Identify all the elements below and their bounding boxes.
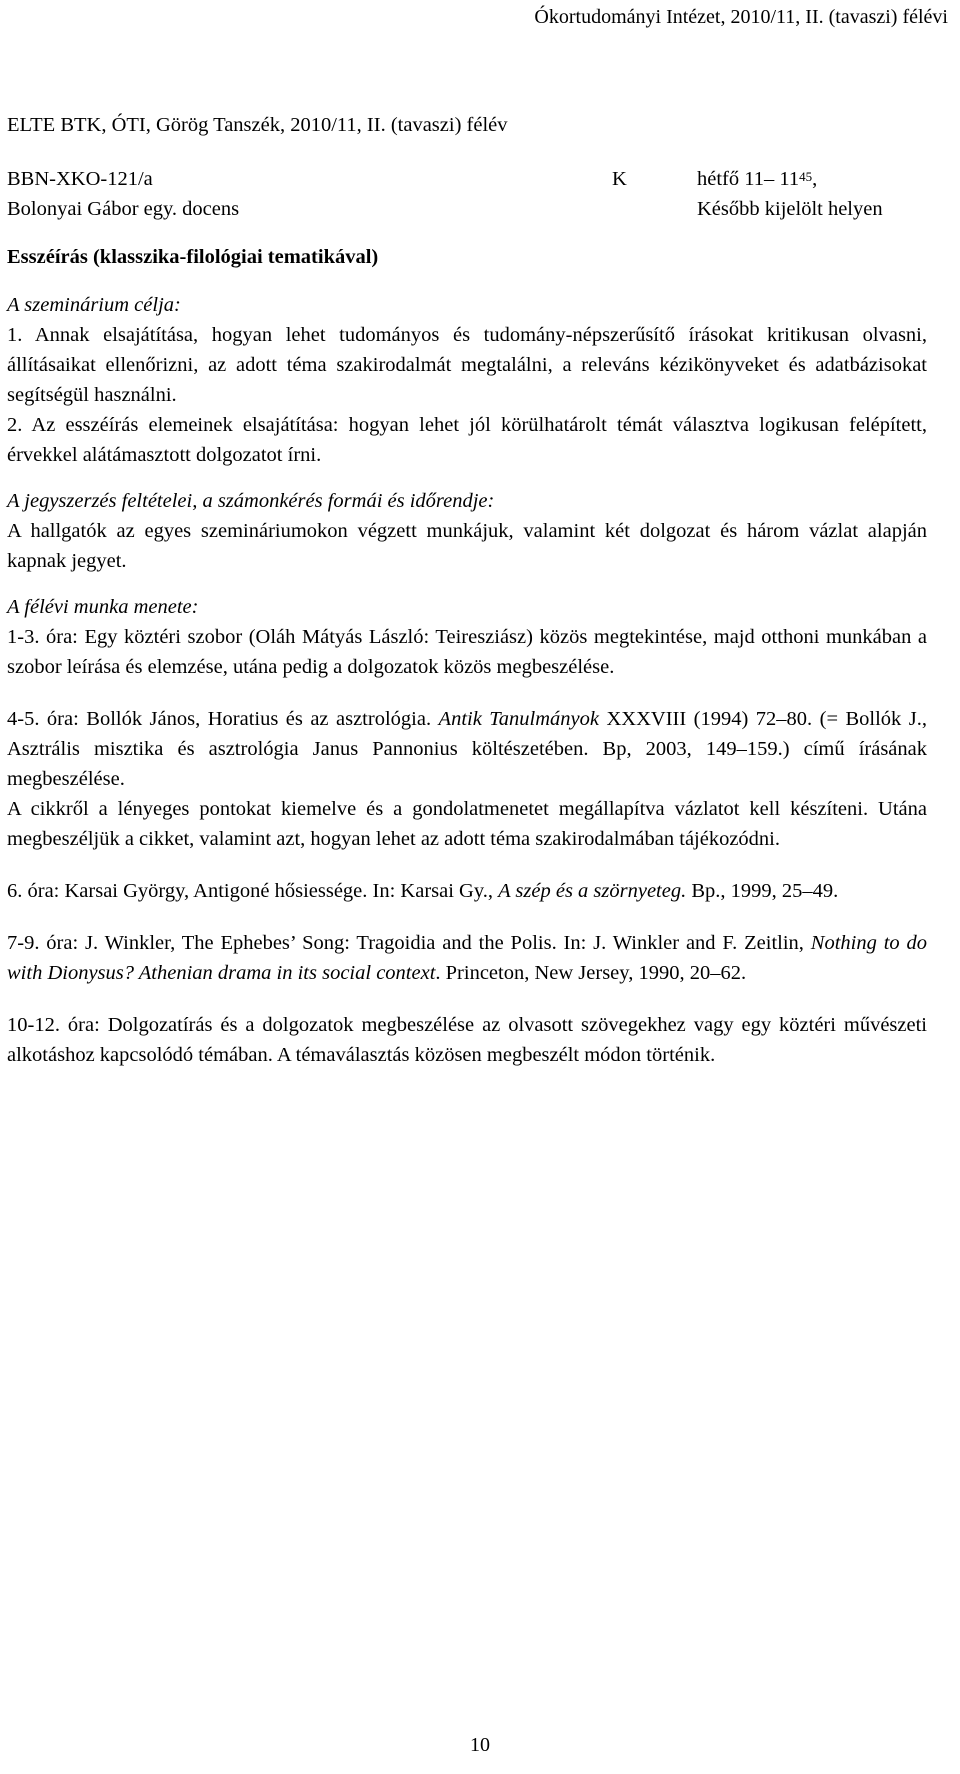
document-body	[7, 110, 927, 1070]
schedule-item-3-text-a: 6. óra: Karsai György, Antigoné hősiessége. In: Karsai Gy.,	[7, 880, 499, 902]
course-time	[697, 164, 927, 194]
schedule-item-5: 10-12. óra: Dolgozatírás és a dolgozatok megbeszélése az olvasott szövegekhez vagy egy köztéri művészeti alkotáshoz kapcsolódó témában. A témaválasztás közösen megbeszélt módon történik.	[7, 1014, 927, 1066]
course-type: K	[612, 168, 627, 190]
instructor: Bolonyai Gábor egy. docens	[7, 198, 240, 220]
schedule-item-2-text-a: 4-5. óra: Bollók János, Horatius és az asztrológia.	[7, 708, 439, 730]
course-title: Esszéírás (klasszika-filológiai tematikával)	[7, 246, 379, 268]
course-time-minutes: 45	[799, 169, 813, 184]
schedule-item-3-book: A szép és a szörnyeteg.	[498, 880, 687, 902]
schedule-item-1: 1-3. óra: Egy köztéri szobor (Oláh Mátyás László: Teiresziász) közös megtekintése, majd otthoni munkában a szobor leírása és elemzése, utána pedig a dolgozatok közös megbeszélése.	[7, 626, 927, 678]
aims-paragraph-1: 1. Annak elsajátítása, hogyan lehet tudományos és tudomány-népszerűsítő írásokat kritikusan olvasni, állításaikat ellenőrizni, az adott téma szakirodalmát megtalálni, a releváns kézikönyveket és adatbázisokat segítségül használni.	[7, 324, 927, 406]
schedule-item-2-journal: Antik Tanulmányok	[438, 708, 599, 730]
page-number: 10	[470, 1734, 490, 1756]
course-time-suffix: ,	[812, 168, 818, 190]
schedule-item-3-text-c: Bp., 1999, 25–49.	[686, 880, 839, 902]
course-code: BBN-XKO-121/a	[7, 168, 153, 190]
course-location: Később kijelölt helyen	[697, 198, 883, 220]
running-header: Ókortudományi Intézet, 2010/11, II. (tavaszi) félévi	[534, 6, 948, 28]
schedule-item-4-text-a: 7-9. óra: J. Winkler, The Ephebes’ Song: Tragoidia and the Polis. In: J. Winkler and F. Zeitlin,	[7, 932, 811, 954]
aims-heading: A szeminárium célja:	[7, 294, 181, 316]
requirements-heading: A jegyszerzés feltételei, a számonkérés formái és időrendje:	[7, 490, 495, 512]
aims-paragraph-2: 2. Az esszéírás elemeinek elsajátítása: hogyan lehet jól körülhatárolt témát választva logikusan felépített, érvekkel alátámasztott dolgozatot írni.	[7, 414, 927, 466]
schedule-item-2-text-c: XXXVIII (1994) 72–80. (= Bollók J., Asztrális misztika és asztrológia Janus Pannonius költészetében. Bp, 2003, 149–159.) című írásának megbeszélése.	[7, 708, 927, 790]
schedule-item-3	[7, 876, 927, 906]
instructor-row	[7, 194, 927, 224]
requirements-text: A hallgatók az egyes szemináriumokon végzett munkájuk, valamint két dolgozat és három vázlat alapján kapnak jegyet.	[7, 520, 927, 572]
schedule-heading: A félévi munka menete:	[7, 596, 199, 618]
course-code-row	[7, 164, 927, 194]
schedule-item-4	[7, 928, 927, 988]
schedule-item-2	[7, 704, 927, 794]
schedule-item-2-note: A cikkről a lényeges pontokat kiemelve és a gondolatmenetet megállapítva vázlatot kell készíteni. Utána megbeszéljük a cikket, valamint azt, hogyan lehet az adott téma szakirodalmában tájékozódni.	[7, 798, 927, 850]
course-time-main: hétfő 11– 11	[697, 168, 800, 190]
schedule-item-4-book: Nothing to do with Dionysus? Athenian drama in its social context	[7, 932, 927, 984]
department-line: ELTE BTK, ÓTI, Görög Tanszék, 2010/11, II. (tavaszi) félév	[7, 114, 508, 136]
schedule-item-4-text-c: . Princeton, New Jersey, 1990, 20–62.	[435, 962, 747, 984]
